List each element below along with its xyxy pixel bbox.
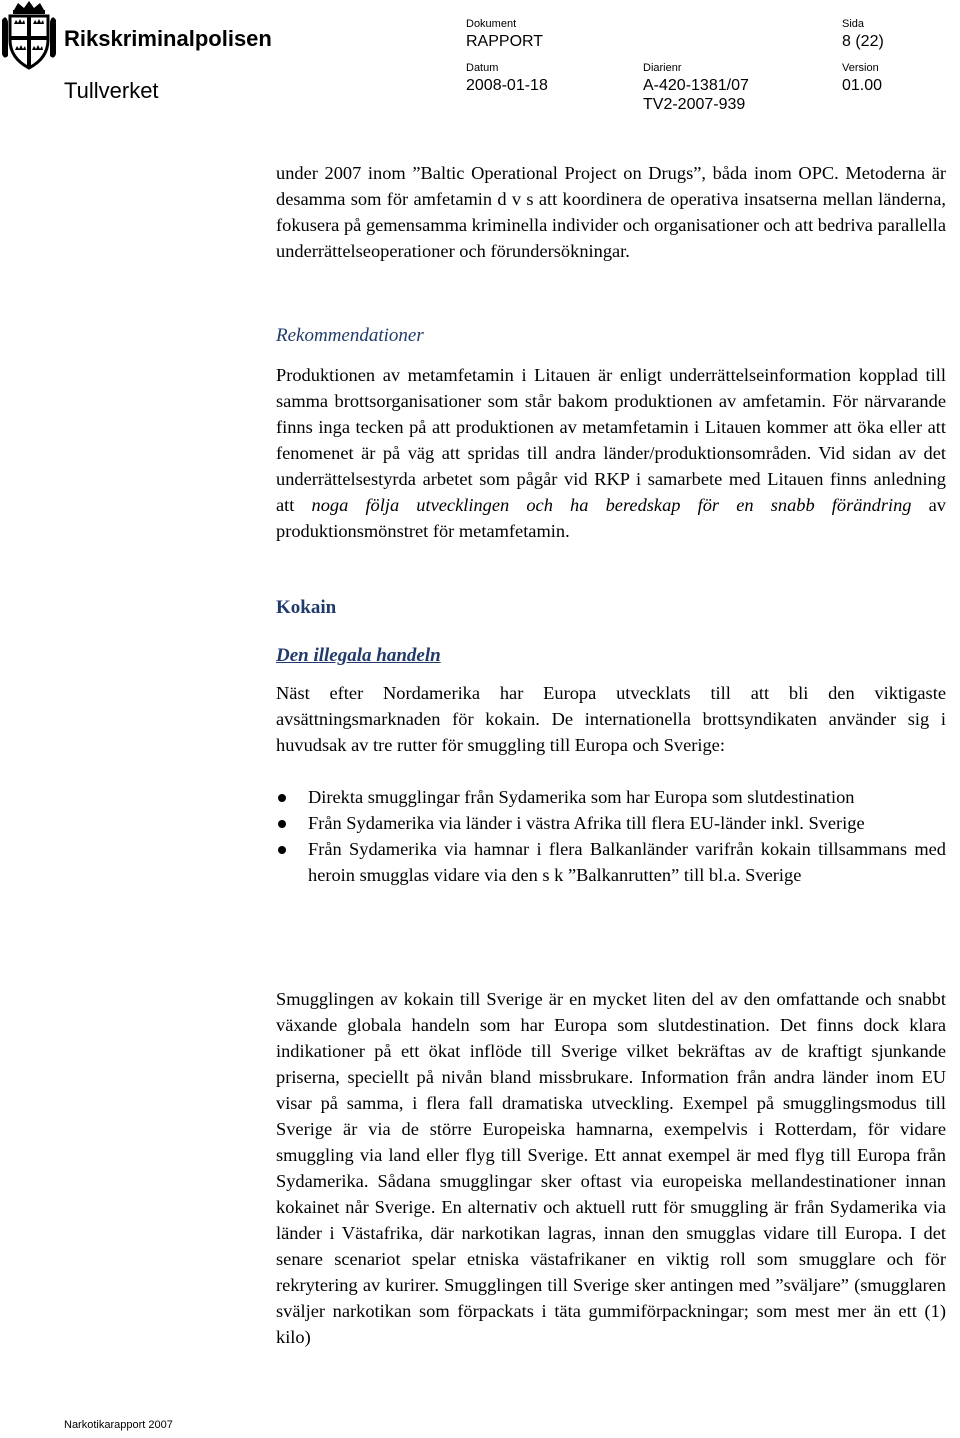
rek-text-part2: av produktionsmönstret för metamfetamin.	[276, 495, 946, 541]
version-value: 01.00	[842, 77, 883, 94]
rek-text-emphasis: noga följa utvecklingen och ha beredskap för en snabb förändring	[311, 495, 912, 515]
rek-text-part1: Produktionen av metamfetamin i Litauen är enligt underrättelseinformation kopplad till samma brottsorganisationer som står bakom produktionen av amfetamin. För närvarande finns inga tecken på att produktionen av metamfetamin i Litauen kommer att öka eller att fenomenet är på väg att spridas till andra länder/produktionsområden. Vid sidan av det underrättelsestyrda arbetet som pågår vid RKP i samarbete med Litauen finns anledning att	[276, 365, 946, 515]
smuggling-paragraph-text: Smugglingen av kokain till Sverige är en mycket liten del av den omfattande och snabbt växande globala handeln som har Europa som slutdestination. Det finns dock klara indikationer på ett ökat inflöde till Sverige vilket bekräftas av de kraftigt sjunkande priserna, speciellt på nivån bland missbrukare. Information från andra länder inom EU visar på samma, i flera fall dramatiska utveckling. Exempel på smugglingsmodus till Sverige är via de större Europeiska hamnarna, exempelvis i Rotterdam, för vidare smuggling via land eller flyg till Sverige. Ett annat exempel är med flyg till Europa från Sydamerika. Sådana smugglingar sker oftast via europeiska mellandestinationer innan kokainet når Sverige. En alternativ och aktuell rutt för smuggling är från Sydamerika via länder i Västafrika, där narkotikan lagras, innan den smugglas vidare till Europa. I det senare scenariot spelar etniska västafrikaner en viktig roll som smugglare och för rekrytering av kurirer. Smugglingen till Sverige sker antingen med ”sväljare” (smugglaren sväljer narkotikan som förpackats i täta gummiförpackningar; som mest mer än ett (1) kilo)	[276, 989, 946, 1347]
dokument-label: Dokument	[466, 18, 517, 30]
list-item-text: Från Sydamerika via länder i västra Afrika till flera EU-länder inkl. Sverige	[308, 813, 865, 833]
datum-label: Datum	[466, 62, 499, 74]
bullet-icon	[278, 794, 286, 802]
heading-kokain: Kokain	[276, 597, 337, 618]
heading-rekommendationer: Rekommendationer	[276, 325, 424, 346]
three-crowns-shield-icon	[0, 0, 58, 72]
heading-den-illegala-handeln: Den illegala handeln	[276, 645, 441, 666]
brand-primary: Rikskriminalpolisen	[64, 26, 272, 51]
list-item-text: Direkta smugglingar från Sydamerika som har Europa som slutdestination	[308, 787, 855, 807]
intro-paragraph-text: under 2007 inom ”Baltic Operational Project on Drugs”, båda inom OPC. Metoderna är desamma som för amfetamin d v s att koordinera de operativa insatserna mellan länderna, fokusera på gemensamma kriminella individer och organisationer och att bedriva parallella underrättelseoperationer och förundersökningar.	[276, 163, 946, 261]
version-label: Version	[842, 62, 879, 74]
bullet-icon	[278, 846, 286, 854]
route-list	[276, 784, 946, 888]
bullet-icon	[278, 820, 286, 828]
rekommendationer-paragraph	[276, 362, 946, 544]
footer-text: Narkotikarapport 2007	[64, 1419, 173, 1431]
kokain-paragraph	[276, 680, 946, 758]
sida-value: 8 (22)	[842, 33, 884, 50]
list-item	[276, 784, 946, 810]
diarienr-value-1: A-420-1381/07	[643, 77, 749, 94]
list-item	[276, 836, 946, 888]
dokument-value: RAPPORT	[466, 33, 544, 50]
datum-value: 2008-01-18	[466, 77, 548, 94]
smuggling-paragraph	[276, 986, 946, 1350]
brand-secondary: Tullverket	[64, 78, 159, 103]
diarienr-label: Diarienr	[643, 62, 682, 74]
sida-label: Sida	[842, 18, 865, 30]
list-item-text: Från Sydamerika via hamnar i flera Balkanländer varifrån kokain tillsammans med heroin smugglas vidare via den s k ”Balkanrutten” till bl.a. Sverige	[308, 839, 946, 885]
diarienr-value-2: TV2-2007-939	[643, 96, 746, 113]
intro-paragraph	[276, 160, 946, 264]
kokain-paragraph-text: Näst efter Nordamerika har Europa utvecklats till att bli den viktigaste avsättningsmarknaden för kokain. De internationella brottsyndikaten använder sig i huvudsak av tre rutter för smuggling till Europa och Sverige:	[276, 683, 946, 755]
list-item	[276, 810, 946, 836]
